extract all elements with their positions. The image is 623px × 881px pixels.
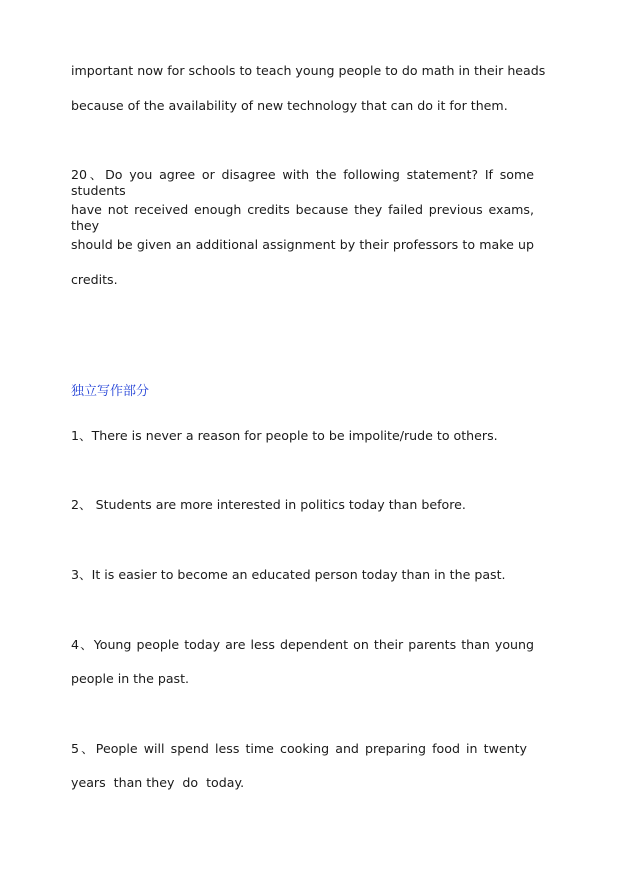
list-item: 4、Young people today are less dependent on their parents than young [71,637,534,652]
paragraph-line: because of the availability of new technology that can do it for them. [71,98,508,113]
section-heading: 独立写作部分 [71,384,150,399]
list-item: 1、There is never a reason for people to be impolite/rude to others. [71,428,498,443]
question-20-line: 20、Do you agree or disagree with the following statement? If some students [71,167,534,198]
paragraph-line: important now for schools to teach young people to do math in their heads [71,63,546,78]
question-20-line: have not received enough credits because they failed previous exams, they [71,202,534,233]
list-item: 3、It is easier to become an educated person today than in the past. [71,567,506,582]
list-item: 5、People will spend less time cooking and preparing food in twenty [71,741,527,756]
list-item: 2、 Students are more interested in politics today than before. [71,497,466,512]
list-item-continuation: years than they do today. [71,775,245,790]
list-item-continuation: people in the past. [71,671,190,686]
question-20-line: credits. [71,272,118,287]
question-20-line: should be given an additional assignment by their professors to make up [71,237,534,252]
